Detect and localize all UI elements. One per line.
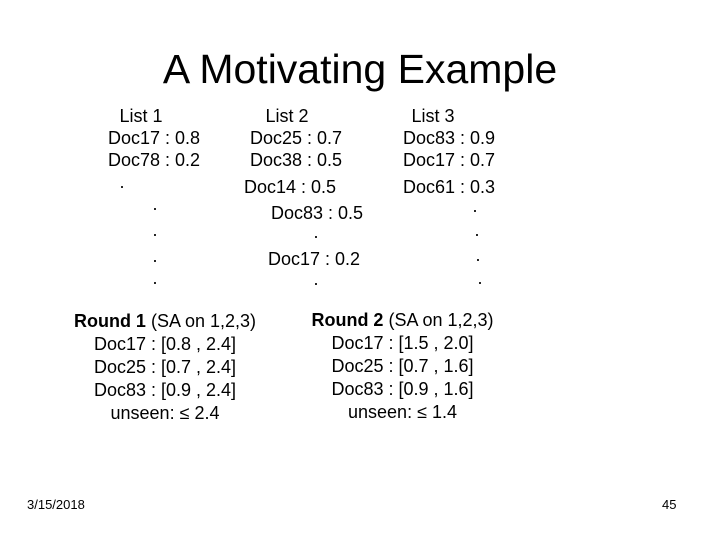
round-2-subtitle: (SA on 1,2,3) xyxy=(383,310,494,330)
list-1-item: . xyxy=(119,172,125,192)
round-2-label: Round 2 xyxy=(311,310,384,330)
round-1-block xyxy=(65,310,265,425)
list-1-header: List 1 xyxy=(119,106,163,126)
list-1-item: · xyxy=(152,224,158,244)
round-2-line: Doc83 : [0.9 , 1.6] xyxy=(331,379,474,399)
list-2-item: · xyxy=(313,226,319,246)
round-1-label: Round 1 xyxy=(73,311,146,331)
slide-page-number: 45 xyxy=(662,497,677,512)
slide-date: 3/15/2018 xyxy=(27,497,85,512)
list-2-item: Doc83 : 0.5 xyxy=(270,203,364,223)
list-2-item: Doc38 : 0.5 xyxy=(249,150,343,170)
round-1-line: Doc83 : [0.9 , 2.4] xyxy=(93,380,237,400)
round-1-line: Doc17 : [0.8 , 2.4] xyxy=(93,334,237,354)
list-3-item: Doc17 : 0.7 xyxy=(402,150,496,170)
list-1-item: Doc78 : 0.2 xyxy=(107,150,201,170)
list-2-header: List 2 xyxy=(265,106,309,126)
list-1-item: · xyxy=(152,250,158,270)
round-2-line: Doc17 : [1.5 , 2.0] xyxy=(331,333,474,353)
round-1-subtitle: (SA on 1,2,3) xyxy=(145,311,257,331)
list-3-item: · xyxy=(474,224,480,244)
round-2-line: Doc25 : [0.7 , 1.6] xyxy=(331,356,474,376)
list-2-item: Doc17 : 0.2 xyxy=(267,249,361,269)
list-2-item: Doc14 : 0.5 xyxy=(243,177,337,197)
list-1-item: · xyxy=(152,272,158,292)
round-1-line: unseen: ≤ 2.4 xyxy=(110,403,220,423)
list-3-item: Doc61 : 0.3 xyxy=(402,177,496,197)
round-1-heading xyxy=(65,310,265,333)
list-3-item: · xyxy=(477,272,483,292)
slide-title: A Motivating Example xyxy=(162,46,558,92)
list-1-item: · xyxy=(152,198,158,218)
round-2-heading xyxy=(300,309,505,332)
list-3-item: · xyxy=(475,249,481,269)
list-3-header: List 3 xyxy=(411,106,455,126)
list-3-item: · xyxy=(472,200,478,220)
list-2-item: Doc25 : 0.7 xyxy=(249,128,343,148)
list-1-item: Doc17 : 0.8 xyxy=(107,128,201,148)
round-1-line: Doc25 : [0.7 , 2.4] xyxy=(93,357,237,377)
list-3-item: Doc83 : 0.9 xyxy=(402,128,496,148)
round-2-block xyxy=(300,309,505,424)
round-2-line: unseen: ≤ 1.4 xyxy=(348,402,457,422)
list-2-item: · xyxy=(313,273,319,293)
